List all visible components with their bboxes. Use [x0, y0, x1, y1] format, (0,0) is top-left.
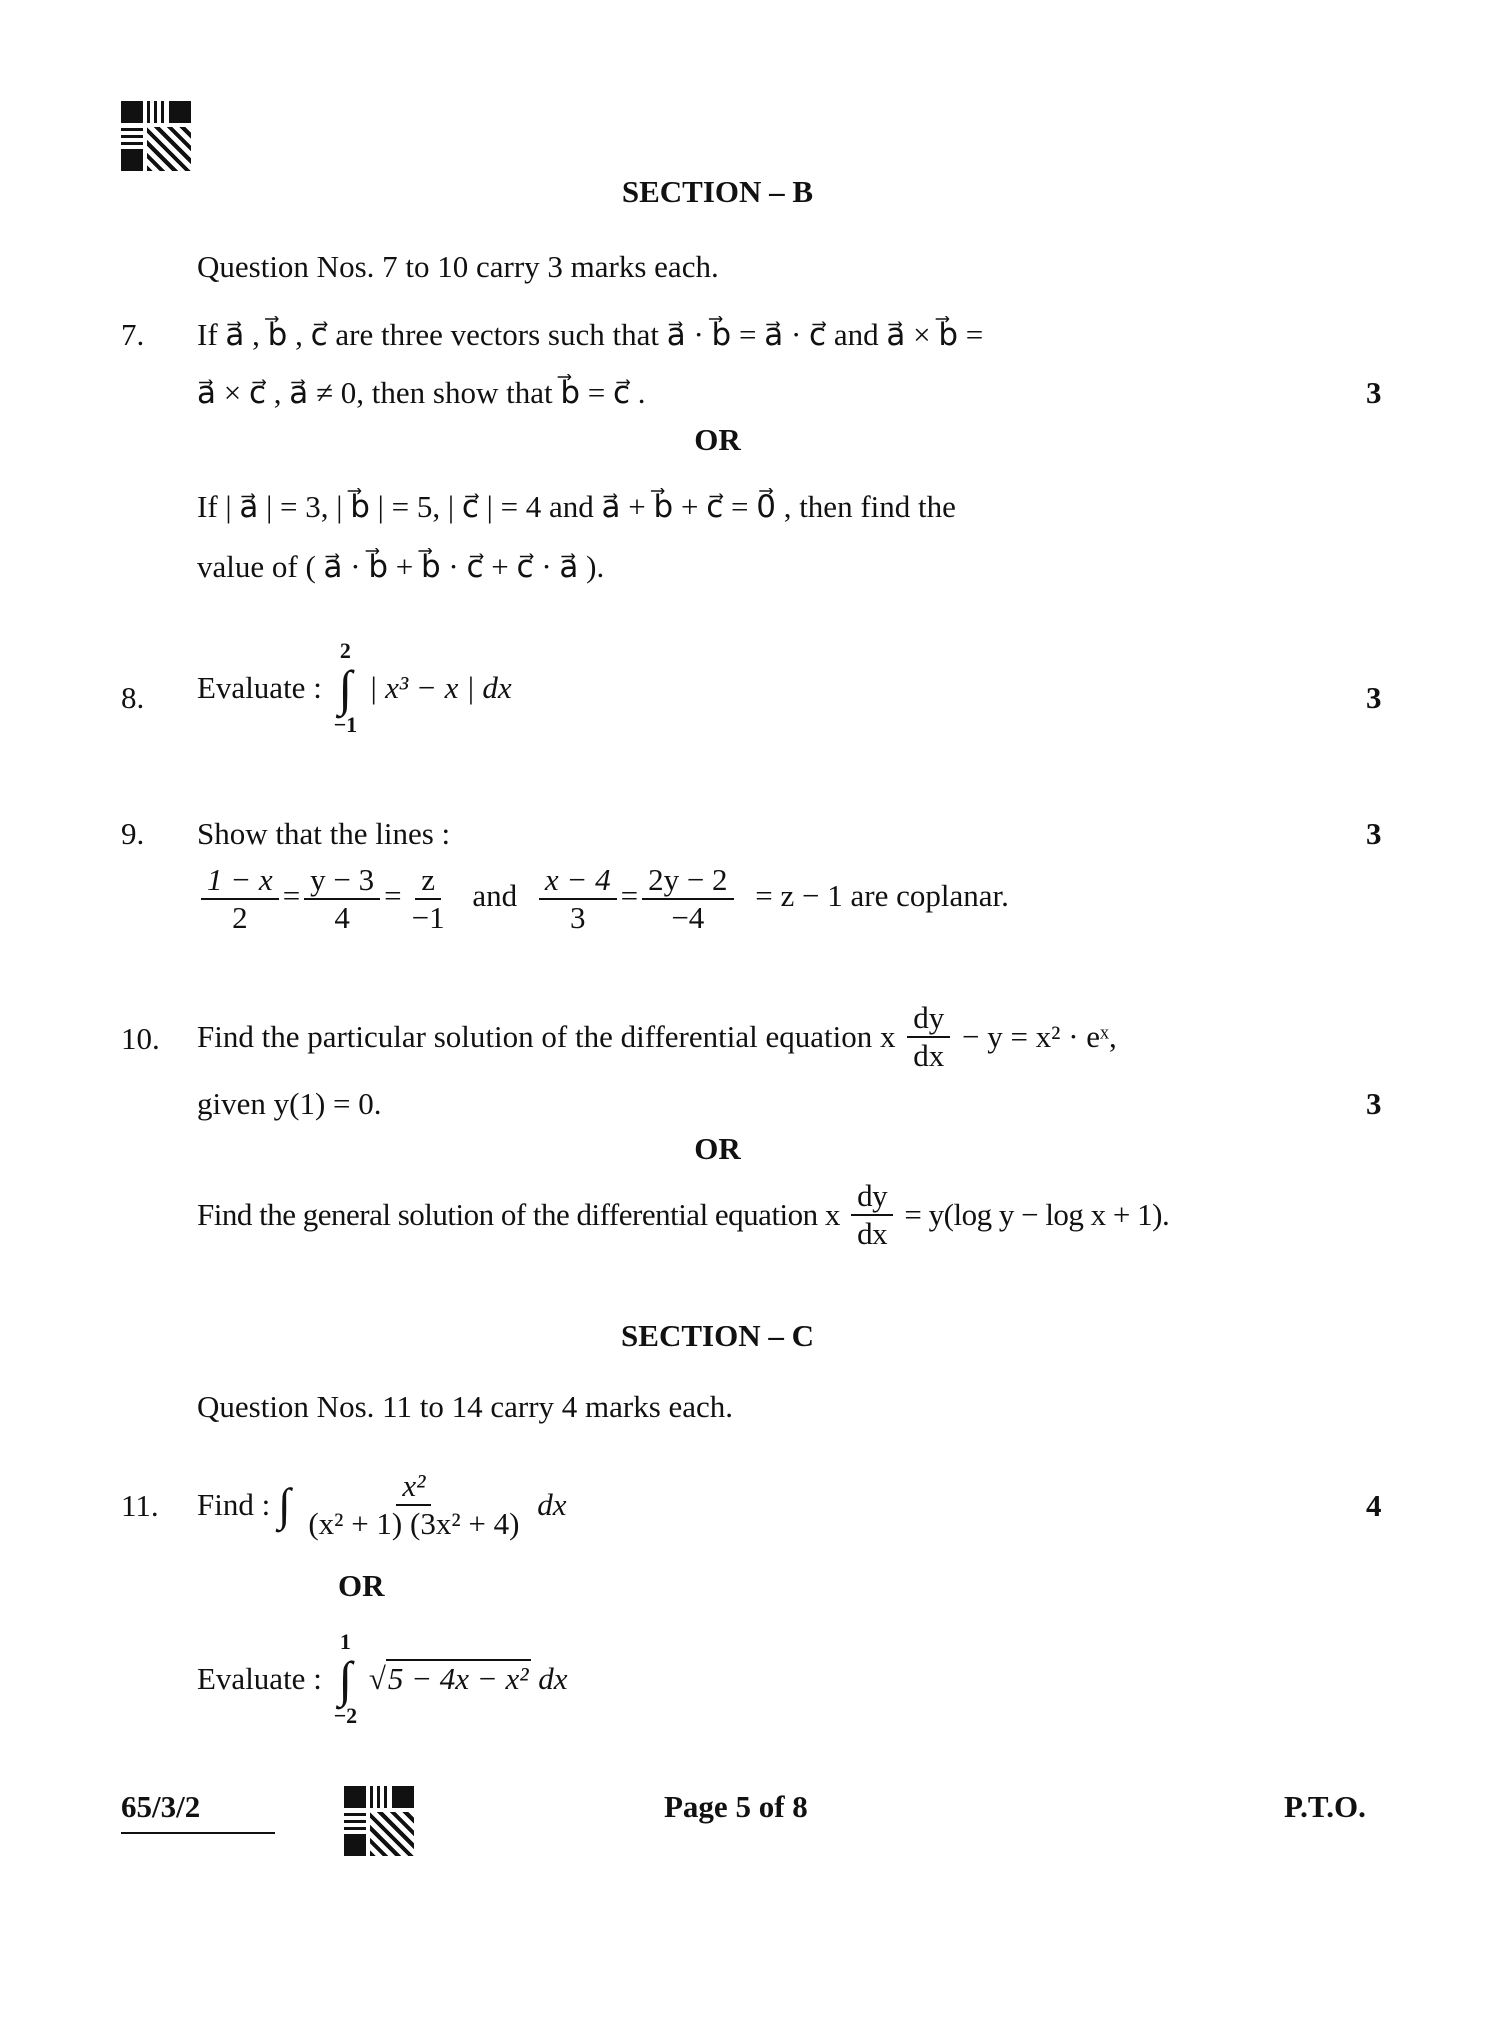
integral-sign-icon: ∫ — [338, 660, 353, 716]
denominator: −4 — [671, 900, 705, 935]
qr-code-icon — [344, 1786, 414, 1856]
denominator: (x² + 1) (3x² + 4) — [308, 1506, 520, 1541]
page-number: Page 5 of 8 — [664, 1789, 808, 1824]
equals: = — [282, 878, 301, 914]
question-alt-text: value of ( a⃗ · b⃗ + b⃗ · c⃗ + c⃗ · a⃗ ). — [197, 549, 605, 584]
integral-sign-icon: ∫ — [277, 1479, 291, 1530]
or-divider: OR — [694, 422, 741, 457]
denominator: dx — [913, 1038, 945, 1073]
fraction — [304, 862, 380, 936]
or-divider: OR — [694, 1131, 741, 1166]
marks: 3 — [1366, 375, 1382, 410]
numerator: 1 − x — [201, 862, 279, 900]
numerator: y − 3 — [304, 862, 380, 900]
equals: = — [384, 878, 402, 914]
numerator: 2y − 2 — [642, 862, 733, 900]
qr-code-icon — [121, 101, 191, 171]
and-text: and — [472, 878, 518, 914]
question-text — [197, 1000, 1117, 1074]
integral — [334, 1629, 358, 1729]
paper-code-underline — [121, 1832, 275, 1834]
integral-sign-icon: ∫ — [338, 1651, 353, 1707]
denominator: 2 — [232, 900, 248, 935]
derivative — [907, 1000, 950, 1074]
section-b-title: SECTION – B — [621, 174, 814, 209]
marks: 3 — [1366, 1086, 1382, 1121]
fraction — [406, 862, 451, 936]
evaluate-label: Evaluate : — [197, 1661, 322, 1696]
integral — [334, 638, 358, 738]
upper-limit: 1 — [339, 1629, 351, 1654]
fraction — [539, 862, 617, 936]
pto-label: P.T.O. — [1284, 1789, 1366, 1824]
numerator: dy — [851, 1178, 893, 1216]
marks: 3 — [1366, 816, 1382, 851]
question-alt-text — [197, 1629, 568, 1729]
denominator: −1 — [411, 900, 445, 935]
denominator: 3 — [569, 900, 586, 935]
denominator: 4 — [334, 900, 350, 935]
paper-code: 65/3/2 — [121, 1789, 201, 1824]
fraction — [642, 862, 733, 936]
question-number: 9. — [121, 816, 145, 851]
find-label: Find : — [197, 1487, 271, 1522]
question-alt-text — [197, 1178, 1169, 1252]
dx: dx — [537, 1487, 567, 1522]
text: = y(log y − log x + 1). — [904, 1197, 1170, 1232]
upper-limit: 2 — [339, 638, 351, 663]
fraction — [201, 862, 279, 936]
lines-equation — [197, 862, 1009, 936]
numerator: dy — [907, 1000, 950, 1038]
derivative — [851, 1178, 893, 1252]
text: Find the general solution of the differential equation x — [197, 1197, 840, 1232]
question-text: Show that the lines : — [197, 816, 451, 851]
text: − y = x² · eˣ, — [961, 1019, 1117, 1054]
lower-limit: −2 — [333, 1703, 358, 1728]
or-divider: OR — [338, 1568, 385, 1603]
question-number: 10. — [121, 1021, 160, 1056]
question-text: a⃗ × c⃗ , a⃗ ≠ 0, then show that b⃗ = c⃗ . — [197, 375, 646, 410]
fraction — [302, 1468, 525, 1542]
section-c-intro: Question Nos. 11 to 14 carry 4 marks each. — [197, 1389, 734, 1424]
dx: dx — [538, 1661, 568, 1696]
question-number: 8. — [121, 680, 145, 715]
text: Find the particular solution of the differential equation x — [197, 1019, 896, 1054]
numerator: x − 4 — [539, 862, 617, 900]
lower-limit: −1 — [333, 712, 358, 737]
equals: = — [620, 878, 639, 914]
question-text: If a⃗ , b⃗ , c⃗ are three vectors such that a⃗ · b⃗ = a⃗ · c⃗ and a⃗ × b⃗ = — [197, 317, 984, 352]
question-number: 7. — [121, 317, 145, 352]
radicand: 5 − 4x − x² — [387, 1661, 529, 1696]
numerator: x² — [396, 1468, 431, 1506]
marks: 3 — [1366, 680, 1382, 715]
section-b-intro: Question Nos. 7 to 10 carry 3 marks each. — [197, 249, 719, 284]
section-c-title: SECTION – C — [621, 1318, 814, 1353]
sqrt-icon: √ — [368, 1661, 386, 1696]
evaluate-label: Evaluate : — [197, 670, 322, 705]
marks: 4 — [1366, 1488, 1382, 1523]
question-text — [197, 1468, 566, 1542]
question-text — [197, 638, 512, 738]
equation-tail: = z − 1 are coplanar. — [755, 878, 1009, 914]
integrand: | x³ − x | dx — [368, 670, 512, 705]
question-alt-text: If | a⃗ | = 3, | b⃗ | = 5, | c⃗ | = 4 and a⃗ + b⃗ + c⃗ = 0⃗ , then find the — [197, 489, 956, 524]
denominator: dx — [857, 1216, 888, 1251]
numerator: z — [415, 862, 441, 900]
question-number: 11. — [121, 1488, 159, 1523]
question-text: given y(1) = 0. — [197, 1086, 382, 1121]
